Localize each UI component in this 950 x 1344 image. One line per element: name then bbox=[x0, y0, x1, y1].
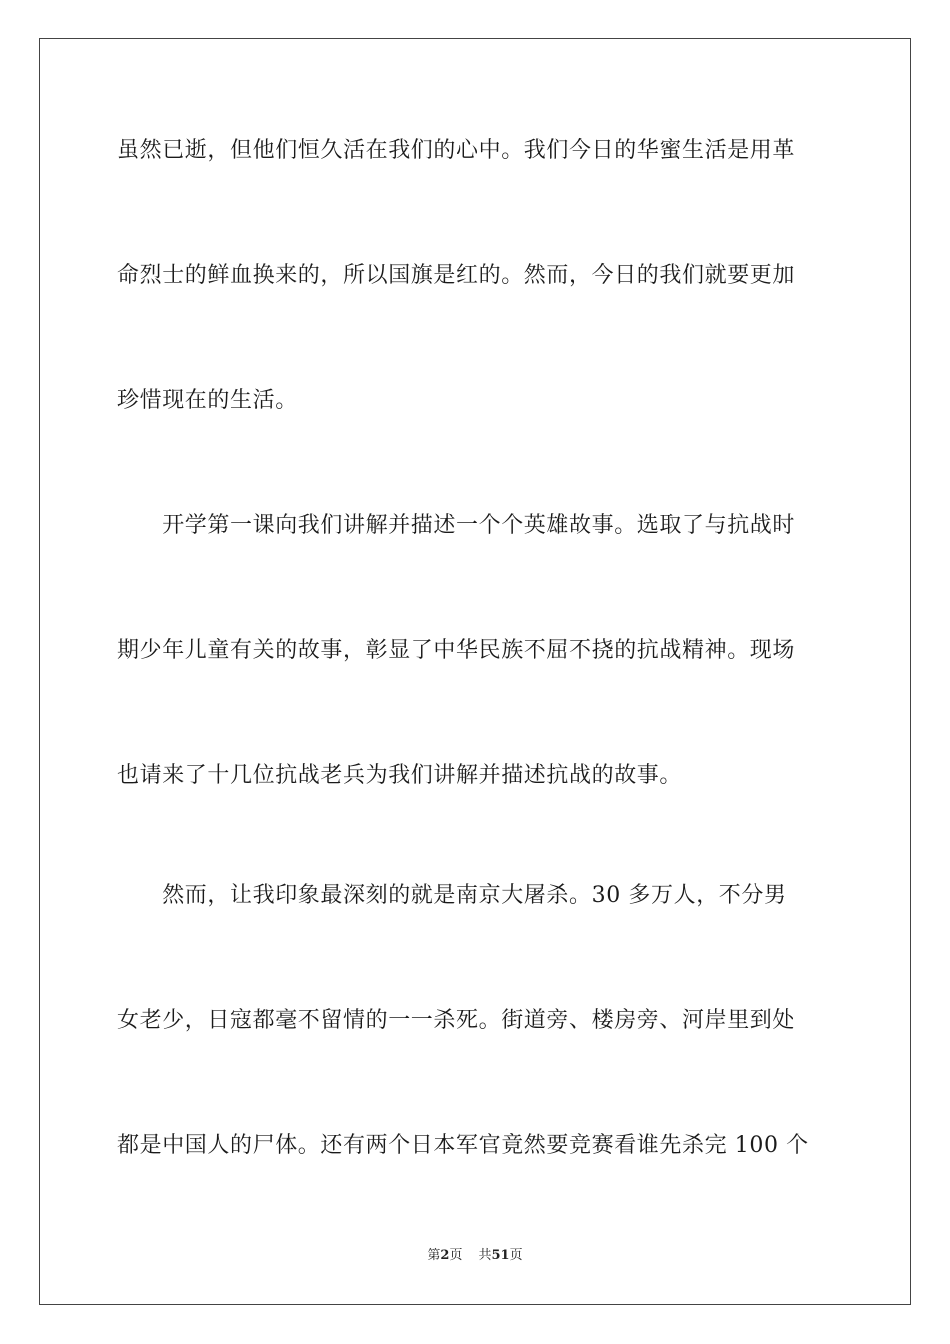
total-pages: 51 bbox=[491, 1248, 510, 1263]
page-footer bbox=[0, 1247, 950, 1265]
text-line-2: 命烈士的鲜血换来的，所以国旗是红的。然而，今日的我们就要更加 bbox=[117, 263, 796, 288]
text-line-1: 虽然已逝，但他们恒久活在我们的心中。我们今日的华蜜生活是用革 bbox=[117, 138, 796, 163]
text-line-8: 女老少，日寇都毫不留情的一一杀死。街道旁、楼房旁、河岸里到处 bbox=[117, 1008, 796, 1033]
page-border bbox=[39, 38, 911, 1305]
page-number: 2 bbox=[440, 1248, 450, 1263]
text-line-3: 珍惜现在的生活。 bbox=[117, 388, 298, 413]
text-line-4: 开学第一课向我们讲解并描述一个个英雄故事。选取了与抗战时 bbox=[117, 513, 796, 538]
page-suffix: 页 bbox=[449, 1248, 463, 1263]
text-line-6: 也请来了十几位抗战老兵为我们讲解并描述抗战的故事。 bbox=[117, 763, 683, 788]
text-line-9: 都是中国人的尸体。还有两个日本军官竟然要竞赛看谁先杀完 100 个 bbox=[117, 1133, 809, 1158]
text-line-5: 期少年儿童有关的故事，彰显了中华民族不屈不挠的抗战精神。现场 bbox=[117, 638, 796, 663]
total-suffix: 页 bbox=[509, 1248, 523, 1263]
total-prefix: 共 bbox=[478, 1248, 492, 1263]
text-line-7: 然而，让我印象最深刻的就是南京大屠杀。30 多万人，不分男 bbox=[117, 883, 787, 908]
page-prefix: 第 bbox=[427, 1248, 441, 1263]
